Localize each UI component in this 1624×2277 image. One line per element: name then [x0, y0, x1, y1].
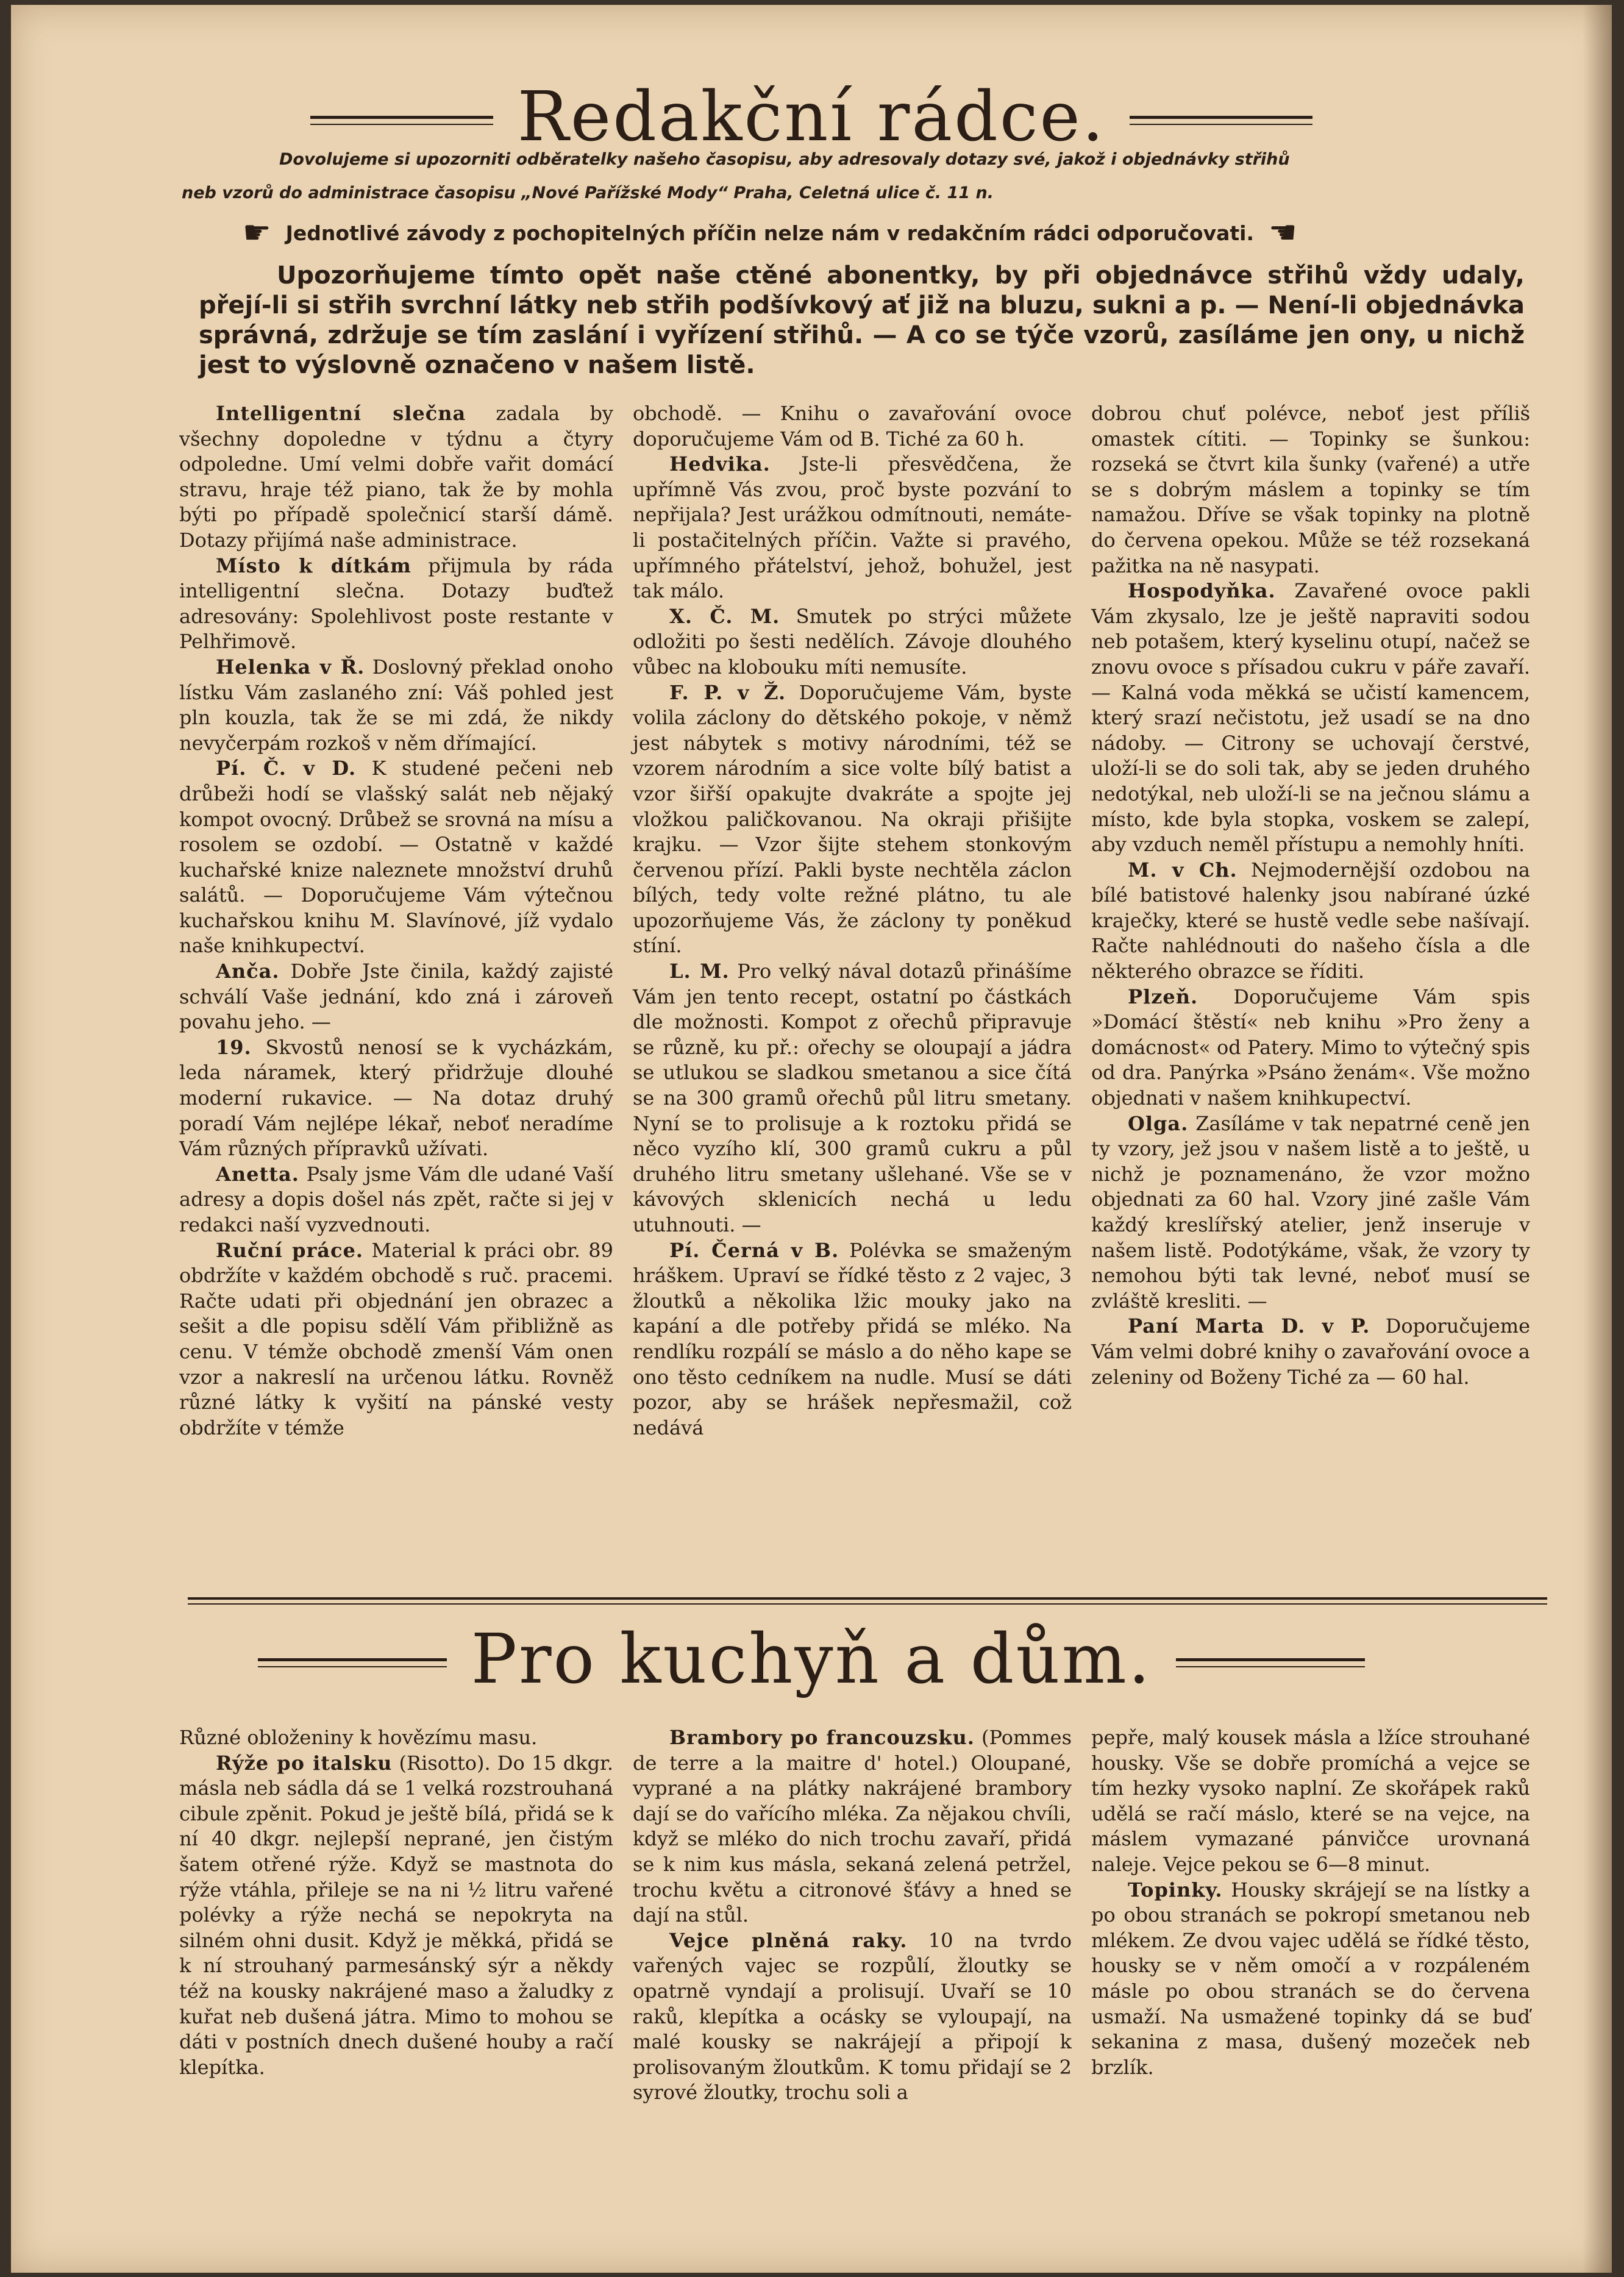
article-text: Psaly jsme Vám dle udané Vaší adresy a dopis došel nás zpět, račte si jej v redakci naší vyzvednouti. [179, 1162, 613, 1236]
article-text: K studené pečeni neb drůbeži hodí se vlašský salát neb nějaký kompot ovocný. Drůbež se srovná na mísu a rosolem se ozdobí. — Ostatně v každé kuchařské knize naleznete množství druhů salátů. — Doporučujeme Vám výtečnou kuchařskou knihu M. Slavínové, jíž vydalo naše knihkupectví. [179, 757, 614, 958]
article-paragraph [1091, 579, 1530, 858]
pointing-hand-left-icon: ☚ [1269, 215, 1297, 251]
article-text: obchodě. — Knihu o zavařování ovoce doporučujeme Vám od B. Tiché za 60 h. [633, 402, 1072, 451]
article-paragraph [633, 1238, 1072, 1441]
article-text: přijmula by ráda intelligentní slečna. Dotazy buďtež adresovány: Spolehlivost poste restante v Pelhřimově. [179, 554, 614, 654]
article-heading: F. P. v Ž. [669, 680, 786, 704]
article-heading: Plzeň. [1128, 985, 1198, 1008]
article-paragraph [1091, 1111, 1530, 1314]
article-text: (Risotto). Do 15 dkgr. másla neb sádla dá se 1 velká rozstrouhaná cibule zpěnit. Pokud je ještě bílá, přidá se k ní 40 dkgr. nejlepší neprané, jen čistým šatem otřené rýže. Když se mastnota do rýže vtáhla, přileje se na ni ½ litru vařené polévky a rýže nechá se nepokryta na silném ohni dusit. Když je měkká, přidá se k ní strouhaný parmesánský sýr a někdy též na kousky nakrájené maso a žaludky z kuřat neb dušená játra. Mimo to mohou se dáti v postních dnech dušené houby a račí klepítka. [179, 1751, 614, 2079]
article-text: 10 na tvrdo vařených vajec se rozpůlí, žloutky se opatrně vyndají a prolisují. Uvaří se 10 raků, klepítka a ocásky se vyloupají, na malé kousky se nakrájejí a připojí k prolisovaným žloutkům. K tomu přidají se 2 syrové žloutky, trochu soli a [633, 1928, 1072, 2104]
article-heading: Brambory po francouzsku. [669, 1726, 975, 1749]
article-text: Doporučujeme Vám, byste volila záclony do dětského pokoje, v němž jest nábytek s motivy národními, též se vzorem národním a sice volte bílý batist a vzor šiřší opakujte dvakráte a spojte jej vložkou paličkovanou. Na okraji přišijte krajku. — Vzor šijte stehem stonkovým červenou přízí. Pakli byste nechtěla záclon bílých, tedy volte režné plátno, tu ale upozorňujeme Vás, že záclony ty poněkud stíní. [633, 680, 1072, 958]
article-paragraph [633, 959, 1072, 1238]
kuchyn-masthead [11, 1620, 1612, 1699]
redakcni-title: Redakční rádce. [517, 77, 1106, 157]
article-heading: L. M. [669, 960, 730, 983]
article-text: Nejmodernější ozdobou na bílé batistové halenky jsou nabírané úzké kraječky, které se hustě vedle sebe našívají. Račte nahlédnouti do našeho čísla a dle některého obrazce se říditi. [1091, 858, 1530, 983]
article-text: Housky skrájejí se na lístky a po obou stranách se pokropí smetanou neb mlékem. Ze dvou vajec udělá se řídké těsto, housky se v něm omočí a v rozpáleném másle po obou stranách se do červena usmaží. Na usmažené topinky dá se buď sekanina z masa, dušený mozeček neb brzlík. [1091, 1878, 1530, 2079]
article-heading: Hospodyňka. [1128, 579, 1276, 603]
article-paragraph [179, 1751, 613, 2081]
article-heading: Místo k dítkám [216, 554, 411, 577]
kuchyn-rule-left [258, 1658, 447, 1661]
article-text: Doslovný překlad onoho lístku Vám zaslaného zní: Váš pohled jest pln kouzla, tak že se mi zdá, že nikdy nevyčerpám rozkoš v něm dřímající. [179, 655, 614, 755]
article-heading: Paní Marta D. v P. [1128, 1314, 1370, 1338]
article-text: Skvostů nenosí se k vycházkám, leda náramek, který přidržuje dlouhé moderní rukavice. — Na dotaz druhý poradí Vám nejlépe lékař, neboť neradíme Vám různých přípravků užívati. [179, 1035, 613, 1161]
article-heading: X. Č. M. [669, 604, 780, 628]
article-text: Dobře Jste činila, každý zajisté schválí Vaše jednání, kdo zná i zároveň povahu jeho. — [179, 960, 613, 1034]
article-paragraph [1091, 401, 1530, 579]
article-heading: Rýže po italsku [216, 1751, 393, 1775]
masthead-rule-left [310, 116, 493, 119]
article-paragraph [633, 1725, 1072, 1928]
article-paragraph [633, 1928, 1072, 2106]
kuchyn-rule-right [1176, 1658, 1365, 1661]
article-heading: Pí. Černá v B. [669, 1238, 839, 1262]
article-heading: Anča. [216, 960, 280, 983]
article-text: dobrou chuť polévce, neboť jest příliš omastek cítiti. — Topinky se šunkou: rozseká se čtvrt kila šunky (vařené) a utře se s dobrým máslem a topinky se tím namažou. Dříve se však topinky na plotně do červena opekou. Může se též rozsekaná pažitka na ně nasypati. [1091, 402, 1530, 577]
article-paragraph [633, 680, 1072, 960]
article-text: Material k práci obr. 89 obdržíte v každém obchodě s ruč. pracemi. Račte udati při objednání jen obrazec a sešit a dle popisu sdělí Vám přibližně as cenu. V témže obchodě zmenší Vám onen vzor a nakreslí na určenou látku. Rovněž různé látky k vyšití na pánské vesty obdržíte v témže [179, 1238, 614, 1439]
kuchyn-column-3 [1091, 1725, 1530, 2080]
article-text: (Pommes de terre a la maitre d' hotel.) Oloupané, vyprané a na plátky nakrájené brambory dají se do vařícího mléka. Za nějakou chvíli, když se mléko do nich trochu zavaří, přidá se k nim kus másla, sekaná zelená petržel, trochu květu a citronové šťávy a hned se dají na stůl. [633, 1726, 1072, 1927]
article-heading: Anetta. [216, 1162, 299, 1186]
article-text: Doporučujeme Vám velmi dobré knihy o zavařování ovoce a zeleniny od Boženy Tiché za — 60 hal. [1091, 1314, 1531, 1389]
kuchyn-title: Pro kuchyň a dům. [471, 1620, 1152, 1699]
article-heading: Pí. Č. v D. [216, 757, 357, 780]
article-paragraph [1091, 985, 1530, 1111]
redakcni-column-3 [1091, 401, 1530, 1390]
article-text: Jste-li přesvědčena, že upřímně Vás zvou, proč byste pozvání to nepřijala? Jest urážkou odmítnouti, nemáte-li postačitelných příčin. Važte si pravého, upřímného přátelství, jehož, bohužel, jest tak málo. [633, 452, 1072, 603]
article-text: Pro velký nával dotazů přinášíme Vám jen tento recept, ostatní po částkách dle možnosti. Kompot z ořechů připravuje se různě, ku př.: ořechy se oloupají a jádra se utlukou se sladkou smetanou a sice čítá se na 300 gramů ořechů půl litru smetany. Nyní se to prolisuje a k roztoku přidá se něco vyzího klí, 300 gramů cukru a půl druhého litru smetany ušlehané. Vše se v kávových sklenicích nechá u ledu utuhnouti. — [633, 960, 1072, 1236]
article-text: pepře, malý kousek másla a lžíce strouhané housky. Vše se dobře promíchá a vejce se tím hezky vysoko naplní. Ze skořápek raků udělá se račí máslo, které se na vejce, na máslem vymazané pánvičce urovnaná naleje. Vejce pekou se 6—8 minut. [1091, 1726, 1530, 1876]
article-heading: Helenka v Ř. [216, 655, 365, 679]
article-heading: Ruční práce. [216, 1238, 364, 1262]
article-text: Smutek po strýci můžete odložiti po šesti nedělích. Závoje dlouhého vůbec na klobouku míti nemusíte. [633, 604, 1072, 679]
newspaper-page [11, 5, 1612, 2273]
article-paragraph [1091, 1314, 1530, 1390]
subscriber-notice-line1: Dovolujeme si upozorniti odběratelky našeho časopisu, aby adresovaly dotazy své, jakož i objednávky střihů [279, 150, 1290, 169]
article-heading: Topinky. [1128, 1878, 1223, 1901]
article-heading: Intelligentní slečna [216, 402, 466, 425]
article-paragraph [1091, 858, 1530, 985]
article-paragraph [179, 554, 613, 655]
article-paragraph [1091, 1878, 1530, 2081]
article-text: Různé obloženiny k hovězímu masu. [179, 1726, 538, 1749]
article-paragraph [179, 1162, 613, 1238]
article-heading: Vejce plněná raky. [669, 1928, 908, 1952]
article-paragraph [179, 756, 613, 959]
article-text: zadala by všechny dopoledne v týdnu a čtyry odpoledne. Umí velmi dobře vařit domácí stravu, hraje též piano, tak že by mohla býti po případě společnicí starší dámě. Dotazy přijímá naše administrace. [179, 402, 614, 552]
kuchyn-column-2 [633, 1725, 1072, 2106]
article-paragraph [179, 959, 613, 1035]
redakcni-column-1 [179, 401, 613, 1441]
warning-line [243, 217, 1358, 249]
article-paragraph [179, 1238, 613, 1441]
section-separator [188, 1597, 1547, 1600]
article-paragraph [1091, 1725, 1530, 1878]
article-heading: 19. [216, 1035, 252, 1059]
article-paragraph [179, 655, 613, 756]
article-paragraph [179, 1035, 613, 1162]
article-heading: Olga. [1128, 1111, 1189, 1135]
article-text: Polévka se smaženým hráškem. Upraví se řídké těsto z 2 vajec, 3 žloutků a několika lžic mouky jako na kapání a dle potřeby přidá se mléko. Na rendlíku rozpálí se máslo a do něho kape se ono těsto cedníkem na nudle. Musí se dáti pozor, aby se hrášek nepřesmažil, což nedává [633, 1238, 1072, 1439]
article-heading: Hedvika. [669, 452, 771, 476]
article-paragraph [633, 401, 1072, 452]
article-paragraph [633, 452, 1072, 604]
pointing-hand-right-icon: ☛ [243, 215, 271, 251]
subscriber-notice-line2: neb vzorů do administrace časopisu „Nové Pařížské Mody“ Praha, Celetná ulice č. 11 n. [182, 184, 994, 202]
redakcni-column-2 [633, 401, 1072, 1441]
article-paragraph [179, 401, 613, 554]
lead-paragraph: Upozorňujeme tímto opět naše ctěné abonentky, by při objednávce střihů vždy udaly, přejí-li si střih svrchní látky neb střih podšívkový ať již na bluzu, sukni a p. — Není-li objednávka správná, zdržuje se tím zaslání i vyřízení střihů. — A co se týče vzorů, zasíláme jen ony, u nichž jest to výslovně označeno v našem listě. [199, 262, 1525, 379]
article-text: Doporučujeme Vám spis »Domácí štěstí« neb knihu »Pro ženy a domácnost« od Patery. Mimo to výtečný spis od dra. Panýrka »Psáno ženám«. Vše možno objednati v našem knihkupectví. [1091, 985, 1530, 1110]
masthead-rule-right [1130, 116, 1312, 119]
article-text: Zavařené ovoce pakli Vám zkysalo, lze je ještě napraviti sodou neb potašem, který kyselinu otupí, načež se znovu ovoce s přísadou cukru v páře zavaří. — Kalná voda měkká se učistí kamencem, který srazí nečistotu, jež usadí se na dno nádoby. — Citrony se uchovají čerstvé, uloží-li se do soli tak, aby se jeden druhého nedotýkal, neb uloží-li se na ječnou slámu a místo, kde byla stopka, voskem se zalepí, aby vzduch neměl přístupu a nemohly hníti. [1091, 579, 1530, 857]
article-paragraph [179, 1725, 613, 1751]
article-paragraph [633, 604, 1072, 680]
page-edge-shadow [1583, 5, 1612, 2273]
kuchyn-column-1 [179, 1725, 613, 2080]
article-text: Zasíláme v tak nepatrné ceně jen ty vzory, jež jsou v našem listě a to ještě, u nichž je poznamenáno, že vzor možno objednati za 60 hal. Vzory jiné zašle Vám každý kreslířský atelier, jenž inseruje v našem listě. Podotýkáme, však, že vzory ty nemohou býti tak levné, neboť musí se zvláště kresliti. — [1091, 1111, 1530, 1313]
warning-text: Jednotlivé závody z pochopitelných příčin nelze nám v redakčním rádci odporučovati. [285, 221, 1255, 245]
redakcni-masthead [11, 77, 1612, 157]
article-heading: M. v Ch. [1128, 858, 1238, 882]
